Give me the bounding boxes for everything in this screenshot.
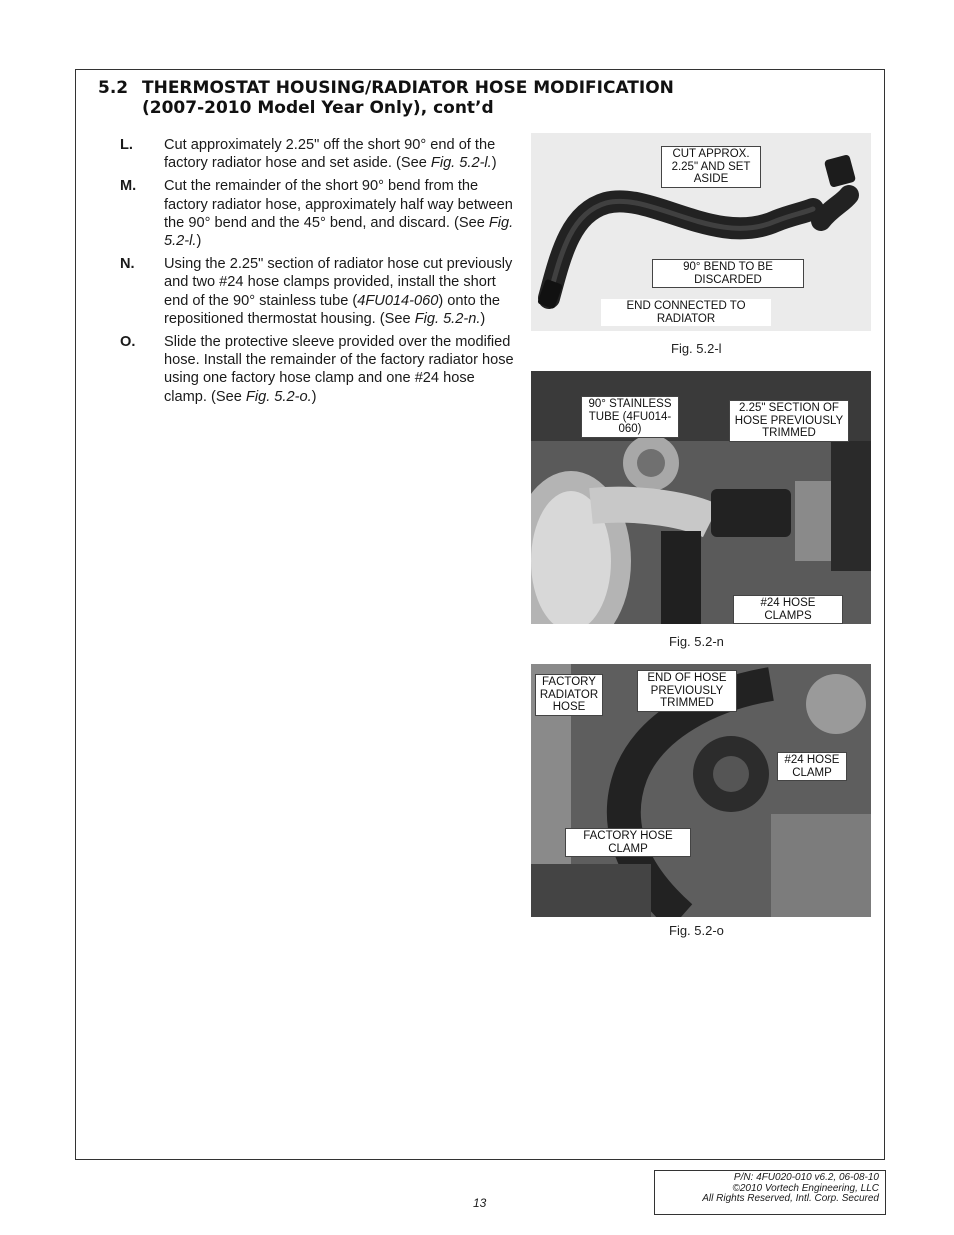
figure-reference: Fig. 5.2-o. [245, 388, 312, 405]
rights: All Rights Reserved, Intl. Corp. Secured [702, 1193, 879, 1205]
step-letter: N. [120, 256, 135, 273]
step-n [120, 255, 518, 328]
step-l [120, 136, 518, 172]
step-text-end: ) [491, 155, 497, 172]
callout-end-radiator: END CONNECTED TO RADIATOR [601, 299, 771, 326]
caption-fig-5-2-o: Fig. 5.2-o [669, 923, 724, 938]
step-letter: L. [120, 137, 133, 153]
page-number: 13 [473, 1196, 487, 1210]
step-text: Using the 2.25" section of radiator hose cut previously and two #24 hose clamps provided, install the short end of the 90° stainless tube ( [164, 256, 513, 309]
caption-fig-5-2-n: Fig. 5.2-n [669, 634, 724, 649]
part-number: P/N: 4FU020-010 v6.2, 06-08-10 [733, 1172, 879, 1183]
figure-5-2-n [531, 371, 871, 624]
figure-5-2-l [531, 133, 871, 331]
part-number-reference: 4FU014-060 [357, 292, 439, 309]
callout-factory-radiator-hose: FACTORY RADIATOR HOSE [535, 674, 603, 716]
copyright: ©2010 Vortech Engineering, LLC [732, 1182, 879, 1194]
caption-fig-5-2-l: Fig. 5.2-l [671, 341, 722, 356]
step-o [120, 333, 518, 406]
section-number: 5.2 [98, 78, 129, 98]
step-text-end: ) [480, 310, 486, 327]
step-m [120, 177, 518, 250]
callout-cut-approx: CUT APPROX. 2.25" AND SET ASIDE [661, 146, 761, 188]
step-letter: M. [120, 178, 137, 195]
callout-end-of-hose: END OF HOSE PREVIOUSLY TRIMMED [637, 670, 737, 712]
figure-5-2-o [531, 664, 871, 917]
footer-box [654, 1170, 886, 1215]
callout-hose-section: 2.25" SECTION OF HOSE PREVIOUSLY TRIMMED [729, 400, 849, 442]
callout-90-bend: 90° BEND TO BE DISCARDED [652, 259, 804, 288]
figure-reference: Fig. 5.2-n. [414, 310, 481, 327]
figure-reference: Fig. 5.2-l. [164, 214, 514, 250]
step-text: Cut approximately 2.25" off the short 90° end of the factory radiator hose and set aside. (See [164, 137, 496, 172]
callout-hose-clamps: #24 HOSE CLAMPS [733, 595, 843, 624]
step-text-end: ) [311, 388, 317, 405]
step-list [120, 136, 518, 411]
step-text: Cut the remainder of the short 90° bend from the factory radiator hose, approximately half way between the 90° bend and the 45° bend, and discard. (See [164, 178, 513, 231]
step-text: Slide the protective sleeve provided over the modified hose. Install the remainder of the factory radiator hose using one factory hose clamp and one #24 hose clamp. (See [164, 334, 514, 405]
heading-line-1: THERMOSTAT HOUSING/RADIATOR HOSE MODIFICATION [142, 78, 674, 98]
figure-reference: Fig. 5.2-l. [430, 155, 492, 172]
callout-factory-hose-clamp: FACTORY HOSE CLAMP [565, 828, 691, 857]
section-heading [98, 78, 674, 118]
step-text-mid: ) onto the repositioned thermostat housing. (See [164, 292, 501, 327]
callout-24-hose-clamp: #24 HOSE CLAMP [777, 752, 847, 781]
heading-line-2: (2007-2010 Model Year Only), cont’d [142, 98, 494, 118]
callout-stainless-tube: 90° STAINLESS TUBE (4FU014-060) [581, 396, 679, 438]
step-text-end: ) [196, 233, 202, 250]
step-letter: O. [120, 334, 136, 351]
